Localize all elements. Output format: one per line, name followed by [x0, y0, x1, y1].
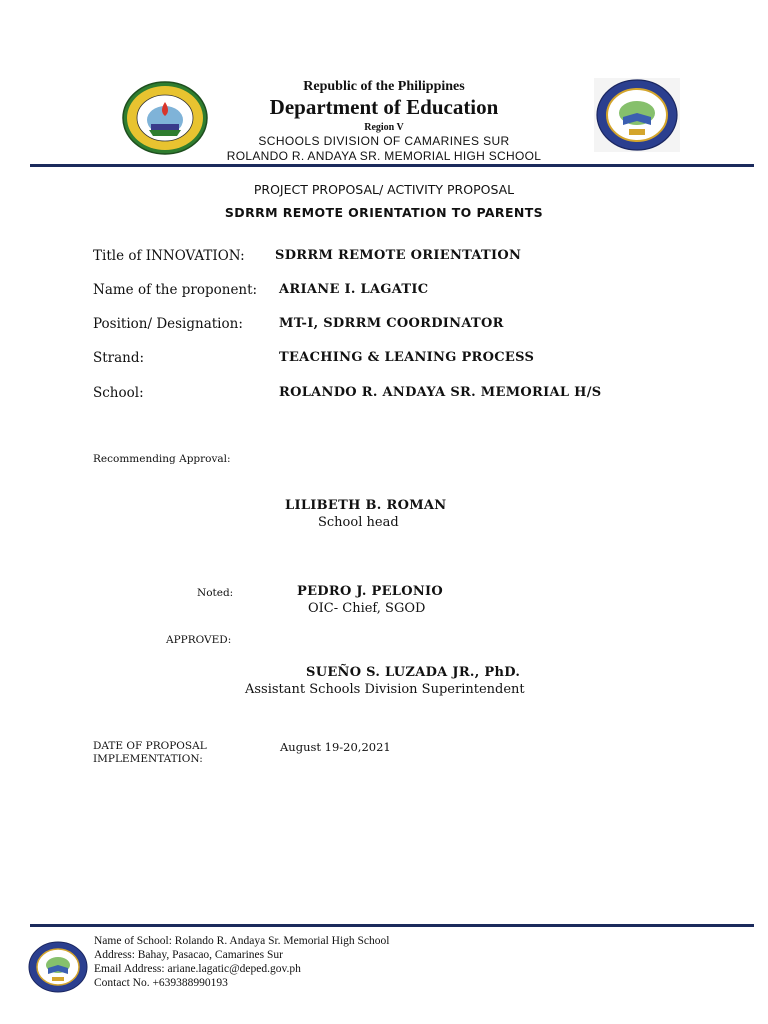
header-rule: [30, 164, 754, 167]
footer-email: Email Address: ariane.lagatic@deped.gov.ph: [94, 963, 301, 975]
field-value-proponent: ARIANE I. LAGATIC: [279, 282, 429, 297]
field-label-innovation: Title of INNOVATION:: [93, 248, 245, 264]
recommender-name: LILIBETH B. ROMAN: [285, 498, 447, 513]
republic-text: Republic of the Philippines: [303, 79, 465, 94]
field-value-school: ROLANDO R. ANDAYA SR. MEMORIAL H/S: [279, 385, 602, 400]
field-value-position: MT-I, SDRRM COORDINATOR: [279, 316, 504, 331]
approver-name: SUEÑO S. LUZADA JR., PhD.: [306, 665, 521, 680]
field-value-innovation: SDRRM REMOTE ORIENTATION: [275, 248, 522, 263]
noted-title: OIC- Chief, SGOD: [308, 601, 426, 616]
division-text: SCHOOLS DIVISION OF CAMARINES SUR: [258, 134, 510, 148]
approved-label: APPROVED:: [166, 634, 232, 646]
approver-title: Assistant Schools Division Superintendent: [245, 682, 525, 697]
noted-label: Noted:: [197, 587, 234, 599]
region-text: Region V: [364, 122, 404, 133]
footer-address: Address: Bahay, Pasacao, Camarines Sur: [94, 949, 283, 961]
field-label-strand: Strand:: [93, 350, 145, 366]
implementation-label-line1: DATE OF PROPOSAL: [93, 740, 207, 752]
footer-rule: [30, 924, 754, 927]
proposal-title-heading: SDRRM REMOTE ORIENTATION TO PARENTS: [224, 205, 544, 220]
footer-contact: Contact No. +639388990193: [94, 977, 228, 989]
implementation-date: August 19-20,2021: [280, 740, 391, 754]
school-header-text: ROLANDO R. ANDAYA SR. MEMORIAL HIGH SCHOOL: [226, 149, 542, 163]
field-label-school: School:: [93, 385, 144, 401]
recommender-title: School head: [318, 515, 399, 530]
noted-name: PEDRO J. PELONIO: [297, 584, 444, 599]
proposal-type-heading: PROJECT PROPOSAL/ ACTIVITY PROPOSAL: [253, 182, 515, 197]
school-seal-icon: [593, 77, 681, 153]
implementation-label-line2: IMPLEMENTATION:: [93, 753, 203, 765]
department-title: Department of Education: [269, 95, 499, 119]
footer-school-seal-icon: [27, 940, 89, 994]
field-label-position: Position/ Designation:: [93, 316, 243, 332]
field-label-proponent: Name of the proponent:: [93, 282, 258, 298]
footer-school-name: Name of School: Rolando R. Andaya Sr. Memorial High School: [94, 935, 390, 947]
field-value-strand: TEACHING & LEANING PROCESS: [279, 350, 535, 365]
recommending-approval-label: Recommending Approval:: [93, 453, 231, 465]
